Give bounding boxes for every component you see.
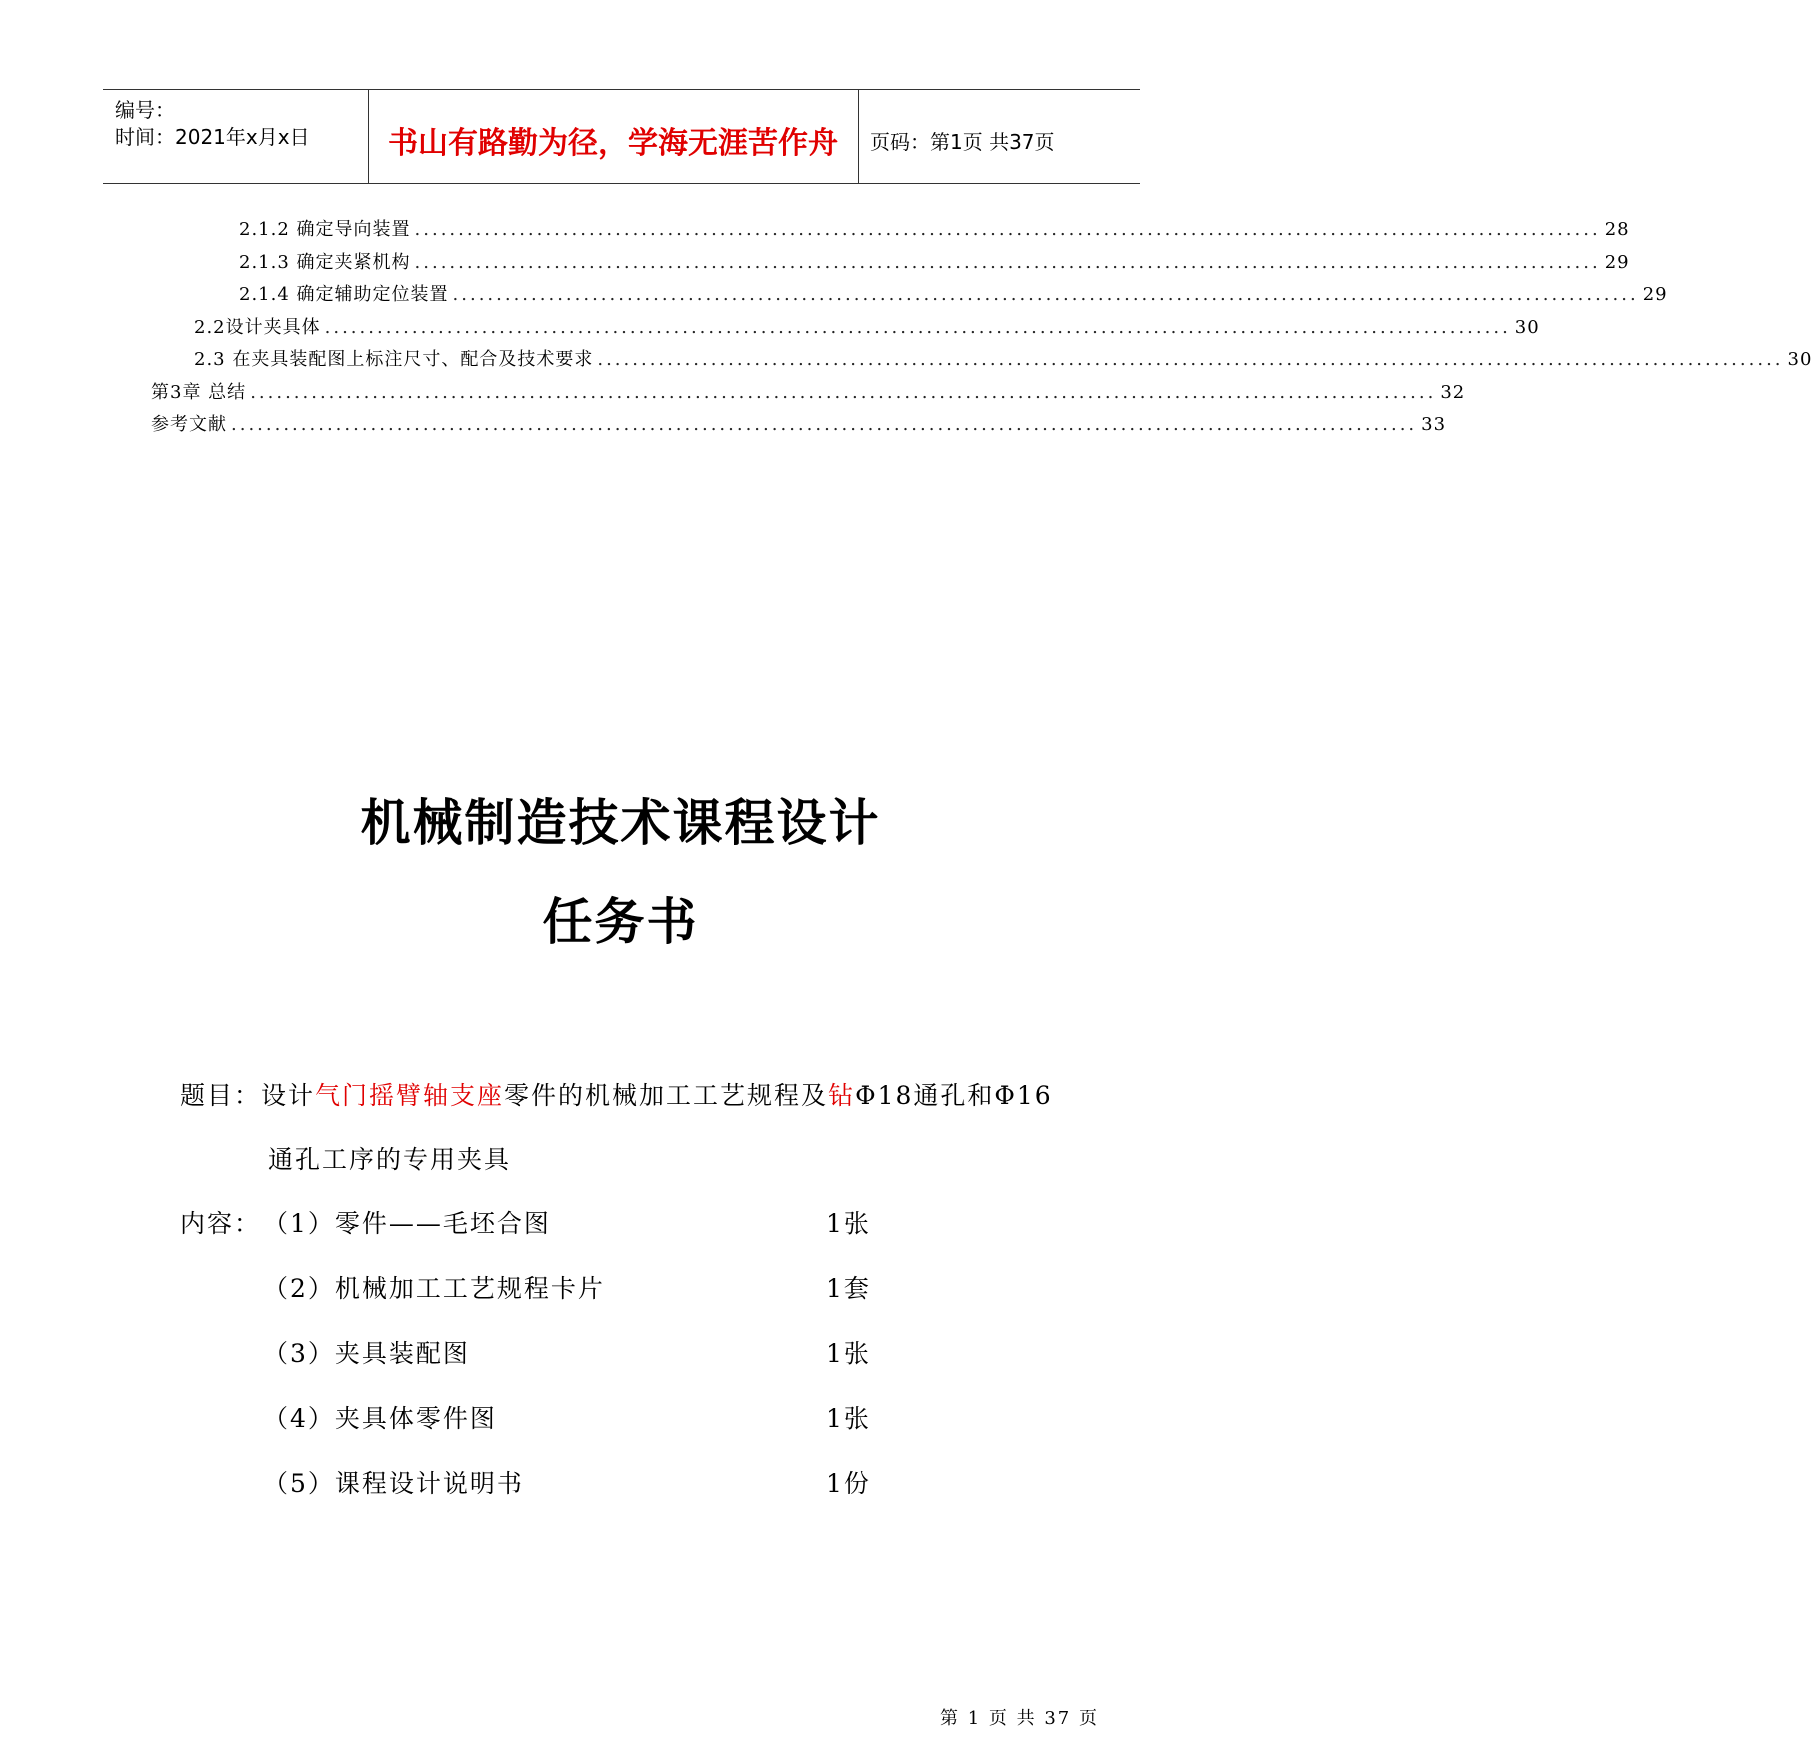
toc-leader: ........................................................................................................................................ <box>414 219 1601 240</box>
content-item-qty: 1张 <box>826 1209 871 1238</box>
topic-label: 题目： <box>180 1081 262 1110</box>
topic-line-2: 通孔工序的专用夹具 <box>268 1145 512 1174</box>
content-item: （2）机械加工工艺规程卡片 <box>263 1274 605 1303</box>
toc-entry-label: 参考文献 <box>151 414 227 435</box>
toc-leader: ........................................................................................................................................ <box>324 317 1511 338</box>
topic-part-name: 气门摇臂轴支座 <box>315 1081 505 1110</box>
toc-entry <box>239 280 1668 306</box>
toc-entry <box>239 248 1630 274</box>
toc-entry-page: 33 <box>1421 414 1447 435</box>
toc-leader: ........................................................................................................................................ <box>597 349 1784 370</box>
toc-entry <box>151 410 1447 436</box>
header-motto: 书山有路勤为径，学海无涯苦作舟 <box>388 126 838 161</box>
header-divider-right <box>858 89 859 183</box>
toc-entry-label: 2.1.4 确定辅助定位装置 <box>239 284 449 305</box>
toc-entry-page: 28 <box>1604 219 1630 240</box>
content-item-qty: 1张 <box>826 1404 871 1433</box>
toc-entry-page: 29 <box>1642 284 1668 305</box>
topic-text: 设计 <box>261 1081 316 1110</box>
content-item: （4）夹具体零件图 <box>263 1404 497 1433</box>
toc-leader: ........................................................................................................................................ <box>414 252 1601 273</box>
doc-title: 机械制造技术课程设计 <box>360 793 881 852</box>
toc-entry-page: 30 <box>1514 317 1540 338</box>
toc-entry-page: 32 <box>1440 382 1466 403</box>
toc-leader: ........................................................................................................................................ <box>250 382 1437 403</box>
topic-text: Φ18通孔和Φ16 <box>855 1081 1053 1110</box>
toc-entry <box>194 345 1812 371</box>
header-page-info: 页码：第1页 共37页 <box>870 130 1055 154</box>
toc-entry <box>239 215 1630 241</box>
header-bottom-rule <box>103 183 1140 184</box>
content-item-qty: 1套 <box>826 1274 871 1303</box>
topic-text: 零件的机械加工工艺规程及 <box>504 1081 829 1110</box>
header-number-label: 编号： <box>115 98 175 122</box>
doc-subtitle: 任务书 <box>542 892 699 951</box>
header-time-label: 时间：2021年x月x日 <box>115 125 310 149</box>
content-item-qty: 1份 <box>826 1469 871 1498</box>
page-footer: 第 1 页 共 37 页 <box>940 1708 1099 1729</box>
content-item-qty: 1张 <box>826 1339 871 1368</box>
toc-entry-label: 2.2设计夹具体 <box>194 317 321 338</box>
content-item: （5）课程设计说明书 <box>263 1469 524 1498</box>
content-label: 内容： <box>180 1209 262 1238</box>
toc-entry-label: 第3章 总结 <box>151 382 247 403</box>
content-item: （1）零件——毛坯合图 <box>263 1209 551 1238</box>
topic-operation: 钻 <box>828 1081 856 1110</box>
toc-leader: ........................................................................................................................................ <box>231 414 1418 435</box>
toc-entry <box>151 378 1466 404</box>
toc-entry-label: 2.1.3 确定夹紧机构 <box>239 252 411 273</box>
toc-entry-label: 2.1.2 确定导向装置 <box>239 219 411 240</box>
toc-entry-page: 30 <box>1787 349 1812 370</box>
toc-entry-page: 29 <box>1604 252 1630 273</box>
toc-entry-label: 2.3 在夹具装配图上标注尺寸、配合及技术要求 <box>194 349 594 370</box>
toc-entry <box>194 313 1540 339</box>
header-top-rule <box>103 89 1140 90</box>
topic-line <box>180 1076 1053 1112</box>
content-item: （3）夹具装配图 <box>263 1339 470 1368</box>
toc-leader: ........................................................................................................................................ <box>452 284 1639 305</box>
